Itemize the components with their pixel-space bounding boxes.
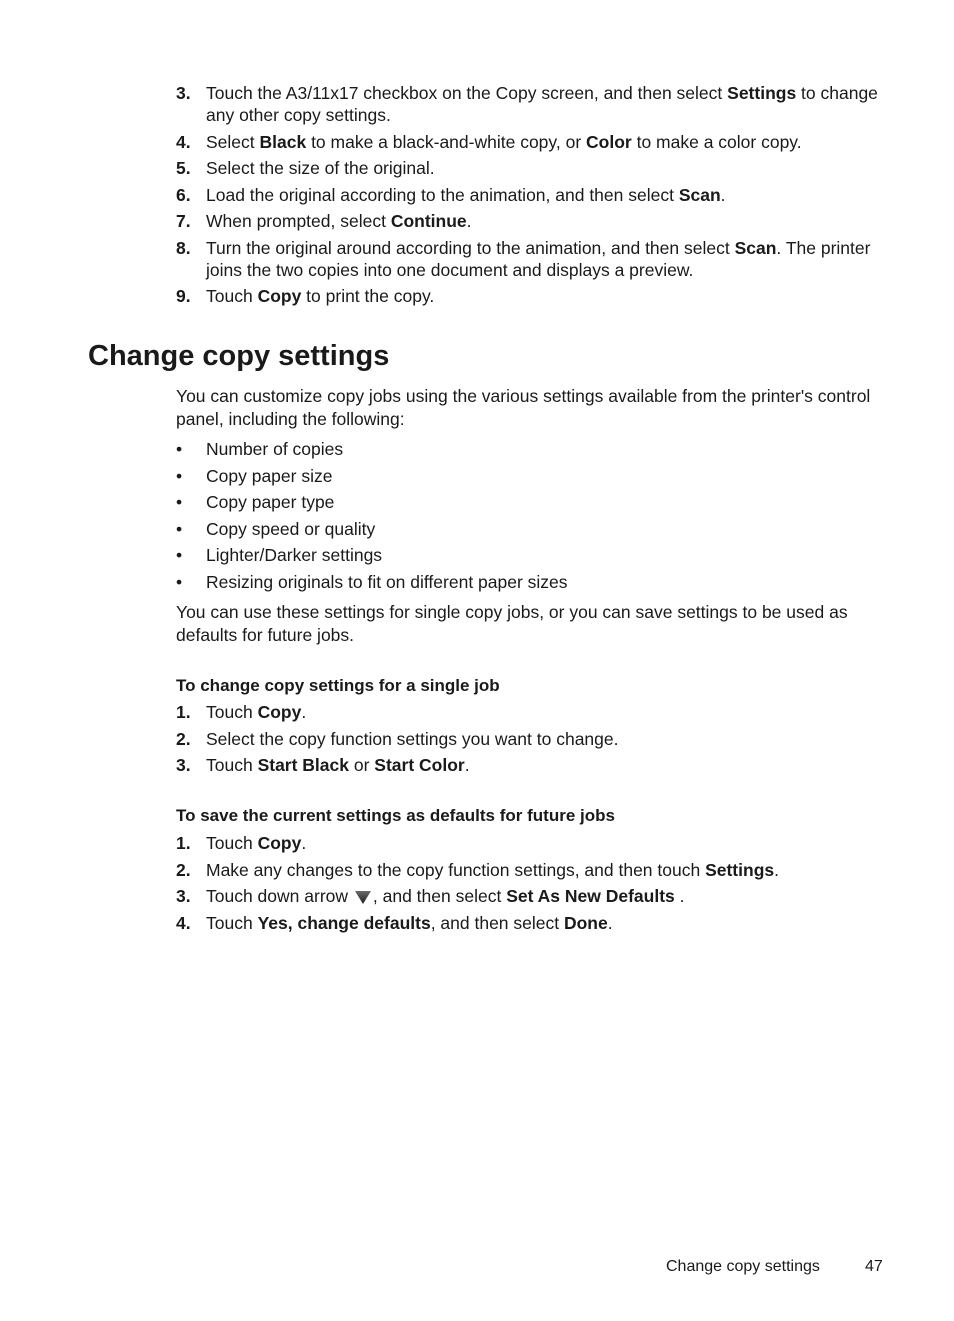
defaults-steps xyxy=(176,832,888,938)
step-text xyxy=(206,185,726,205)
step-number: 3. xyxy=(176,83,191,103)
step-number: 1. xyxy=(176,702,191,722)
text-run: Touch the A3/11x17 checkbox on the Copy screen, and then select xyxy=(206,83,728,103)
text-run: . The printer joins the two copies into one document and displays a preview. xyxy=(206,237,871,280)
list-item xyxy=(176,210,888,232)
list-item xyxy=(176,885,888,907)
bullet-dot: • xyxy=(176,545,183,565)
single-job-steps xyxy=(176,701,888,781)
step-number: 4. xyxy=(176,912,191,933)
text-run: Touch xyxy=(206,912,258,933)
text-run: Select xyxy=(206,131,260,152)
text-run: , and then select xyxy=(430,912,564,933)
step-text xyxy=(206,238,870,280)
bullet-item xyxy=(176,544,888,566)
step-text xyxy=(206,132,802,152)
list-item xyxy=(176,859,888,881)
text-run: , and then select xyxy=(372,886,507,906)
step-text xyxy=(206,83,878,125)
step-number: 2. xyxy=(176,728,191,749)
bullet-text: Copy speed or quality xyxy=(206,518,376,539)
list-item xyxy=(176,184,888,206)
step-number: 2. xyxy=(176,859,191,880)
down-arrow-icon xyxy=(354,889,372,905)
text-run: . xyxy=(674,886,685,906)
text-run: . xyxy=(607,912,613,933)
step-number: 9. xyxy=(176,286,191,306)
text-run: to change any other copy settings. xyxy=(206,83,878,125)
bullet-text: Lighter/Darker settings xyxy=(206,545,383,565)
bold-term: Continue xyxy=(390,211,467,231)
list-item xyxy=(176,912,888,934)
defaults-heading: To save the current settings as defaults for future jobs xyxy=(176,806,615,825)
bullet-dot: • xyxy=(176,571,183,592)
text-run: . xyxy=(301,833,307,853)
after-bullets-paragraph: You can use these settings for single copy jobs, or you can save settings to be used as defaults for future jobs. xyxy=(176,602,848,645)
bullet-text: Number of copies xyxy=(206,439,344,459)
bullet-dot: • xyxy=(176,465,183,486)
text-run: . xyxy=(301,702,307,722)
list-item xyxy=(176,832,888,854)
step-number: 3. xyxy=(176,755,191,775)
text-run: Turn the original around according to the animation, and then select xyxy=(206,237,735,258)
footer-section-title: Change copy settings xyxy=(666,1258,820,1275)
text-run: Select the copy function settings you want to change. xyxy=(206,728,619,749)
bullet-item xyxy=(176,518,888,540)
text-run: or xyxy=(349,755,375,775)
step-text xyxy=(206,211,472,231)
page-number: 47 xyxy=(865,1258,883,1275)
bold-term: Start Black xyxy=(257,755,349,775)
bullet-text: Resizing originals to fit on different paper sizes xyxy=(206,571,568,592)
text-run: . xyxy=(464,755,470,775)
single-job-heading: To change copy settings for a single job xyxy=(176,676,500,695)
text-run: Touch xyxy=(206,755,258,775)
list-item xyxy=(176,131,888,153)
bold-term: Settings xyxy=(705,859,775,880)
bold-term: Scan xyxy=(734,237,777,258)
text-run: to make a color copy. xyxy=(631,131,802,152)
step-number: 7. xyxy=(176,211,191,231)
bold-term: Yes, change defaults xyxy=(257,912,431,933)
list-item xyxy=(176,285,888,307)
bullet-dot: • xyxy=(176,439,183,459)
list-item xyxy=(176,82,888,126)
bold-term: Done xyxy=(563,912,608,933)
bold-term: Scan xyxy=(678,184,721,205)
list-item xyxy=(176,157,888,179)
step-text xyxy=(206,886,685,906)
text-run: Make any changes to the copy function settings, and then touch xyxy=(206,859,706,880)
text-run: to make a black-and-white copy, or xyxy=(306,131,587,152)
step-number: 8. xyxy=(176,237,191,258)
text-run: Touch xyxy=(206,833,258,853)
step-text xyxy=(206,913,613,933)
text-run: . xyxy=(774,859,779,880)
text-run: to print the copy. xyxy=(301,286,435,306)
bold-term: Color xyxy=(586,131,632,152)
bold-term: Black xyxy=(259,131,307,152)
text-run: Touch down arrow xyxy=(206,886,353,906)
bold-term: Set As New Defaults xyxy=(506,886,675,906)
step-text xyxy=(206,729,618,749)
top-steps-list xyxy=(176,82,888,312)
step-number: 5. xyxy=(176,158,191,178)
step-text xyxy=(206,158,435,178)
list-item xyxy=(176,754,888,776)
text-run: . xyxy=(720,184,726,205)
step-text xyxy=(206,860,779,880)
step-text xyxy=(206,702,306,722)
bullet-item xyxy=(176,491,888,513)
bullet-item xyxy=(176,465,888,487)
step-number: 1. xyxy=(176,833,191,853)
step-number: 4. xyxy=(176,131,191,152)
bold-term: Copy xyxy=(257,702,302,722)
intro-paragraph: You can customize copy jobs using the various settings available from the printer's control panel, including the following: xyxy=(176,386,871,429)
bold-term: Copy xyxy=(257,286,302,306)
text-run: Select the size of the original. xyxy=(206,158,435,178)
step-text xyxy=(206,286,434,306)
list-item xyxy=(176,728,888,750)
step-text xyxy=(206,755,470,775)
step-text xyxy=(206,833,306,853)
settings-bullet-list xyxy=(176,438,888,597)
text-run: Touch xyxy=(206,702,258,722)
step-number: 3. xyxy=(176,886,191,906)
text-run: Touch xyxy=(206,286,258,306)
step-number: 6. xyxy=(176,184,191,205)
bullet-item xyxy=(176,571,888,593)
bullet-text: Copy paper type xyxy=(206,492,335,512)
bold-term: Copy xyxy=(257,833,302,853)
list-item xyxy=(176,701,888,723)
bold-term: Settings xyxy=(727,83,797,103)
text-run: Load the original according to the animation, and then select xyxy=(206,184,679,205)
section-title: Change copy settings xyxy=(88,340,390,372)
bullet-item xyxy=(176,438,888,460)
bullet-dot: • xyxy=(176,492,183,512)
bullet-dot: • xyxy=(176,518,183,539)
list-item xyxy=(176,237,888,281)
text-run: . xyxy=(466,211,472,231)
bullet-text: Copy paper size xyxy=(206,465,333,486)
bold-term: Start Color xyxy=(374,755,465,775)
text-run: When prompted, select xyxy=(206,211,391,231)
